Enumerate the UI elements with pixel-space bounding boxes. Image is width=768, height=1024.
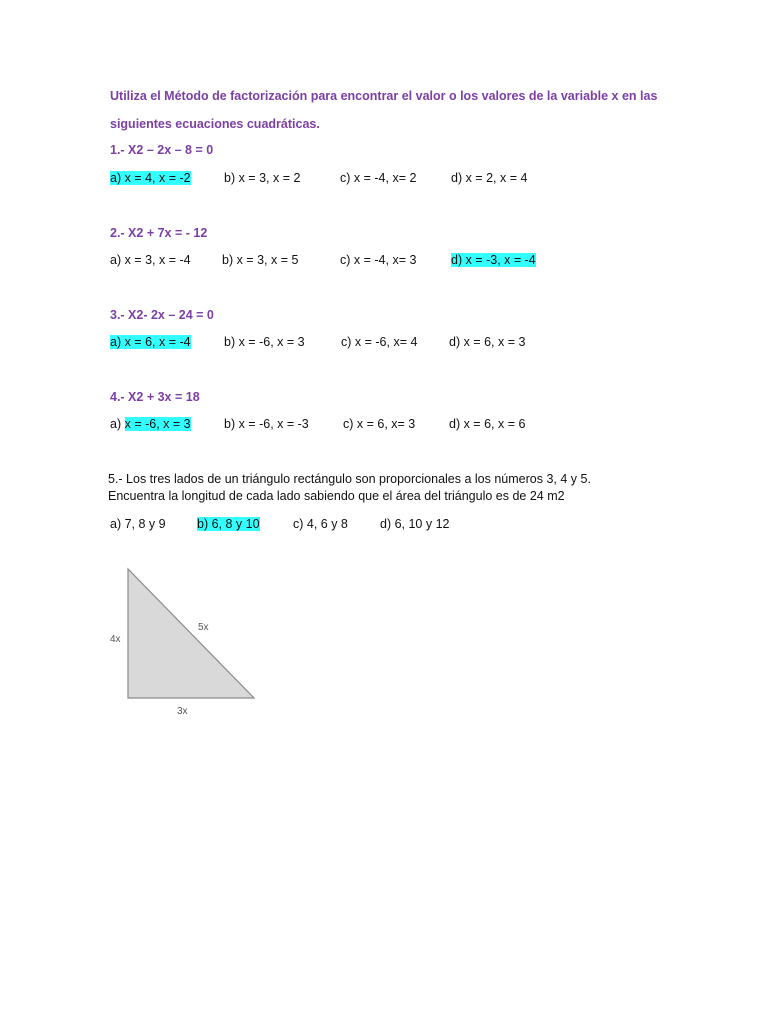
- question-5-option-a: a) 7, 8 y 9: [110, 517, 166, 531]
- question-2-option-c: c) x = -4, x= 3: [340, 253, 417, 267]
- label-hypotenuse: 5x: [198, 622, 209, 633]
- question-3-option-b: b) x = -6, x = 3: [224, 335, 305, 349]
- answer-highlight: x = -6, x = 3: [124, 417, 191, 431]
- label-base: 3x: [177, 706, 188, 717]
- answer-highlight: a) x = 4, x = -2: [110, 171, 191, 185]
- question-1-option-c: c) x = -4, x= 2: [340, 171, 417, 185]
- label-vertical-side: 4x: [110, 634, 121, 645]
- question-1-option-a: [110, 170, 191, 186]
- question-5-option-b: [197, 516, 260, 532]
- question-1-option-b: b) x = 3, x = 2: [224, 171, 301, 185]
- question-5-option-c: c) 4, 6 y 8: [293, 517, 348, 531]
- question-3-option-c: c) x = -6, x= 4: [341, 335, 418, 349]
- question-3-title: 3.- X2- 2x – 24 = 0: [110, 308, 214, 322]
- option-prefix: a): [110, 417, 125, 431]
- triangle-figure: [104, 560, 274, 720]
- answer-highlight: b) 6, 8 y 10: [197, 517, 260, 531]
- question-2-option-a: a) x = 3, x = -4: [110, 253, 191, 267]
- question-4-title: 4.- X2 + 3x = 18: [110, 390, 200, 404]
- question-3-option-d: d) x = 6, x = 3: [449, 335, 526, 349]
- right-triangle: [128, 569, 254, 698]
- question-5-line-2: Encuentra la longitud de cada lado sabiendo que el área del triángulo es de 24 m2: [108, 489, 565, 503]
- question-5-line-1: 5.- Los tres lados de un triángulo rectángulo son proporcionales a los números 3, 4 y 5.: [108, 472, 591, 486]
- question-1-title: 1.- X2 – 2x – 8 = 0: [110, 143, 214, 157]
- question-3-option-a: [110, 334, 191, 350]
- instructions-line-1: Utiliza el Método de factorización para encontrar el valor o los valores de la variable x en las: [110, 89, 658, 103]
- question-2-option-d: [451, 252, 536, 268]
- question-2-title: 2.- X2 + 7x = - 12: [110, 226, 208, 240]
- question-4-option-b: b) x = -6, x = -3: [224, 417, 309, 431]
- answer-highlight: d) x = -3, x = -4: [451, 253, 536, 267]
- answer-highlight: a) x = 6, x = -4: [110, 335, 191, 349]
- question-4-option-d: d) x = 6, x = 6: [449, 417, 526, 431]
- question-1-option-d: d) x = 2, x = 4: [451, 171, 528, 185]
- question-5-option-d: d) 6, 10 y 12: [380, 517, 450, 531]
- question-4-option-a: [110, 416, 191, 432]
- instructions-line-2: siguientes ecuaciones cuadráticas.: [110, 117, 320, 131]
- question-2-option-b: b) x = 3, x = 5: [222, 253, 299, 267]
- question-4-option-c: c) x = 6, x= 3: [343, 417, 416, 431]
